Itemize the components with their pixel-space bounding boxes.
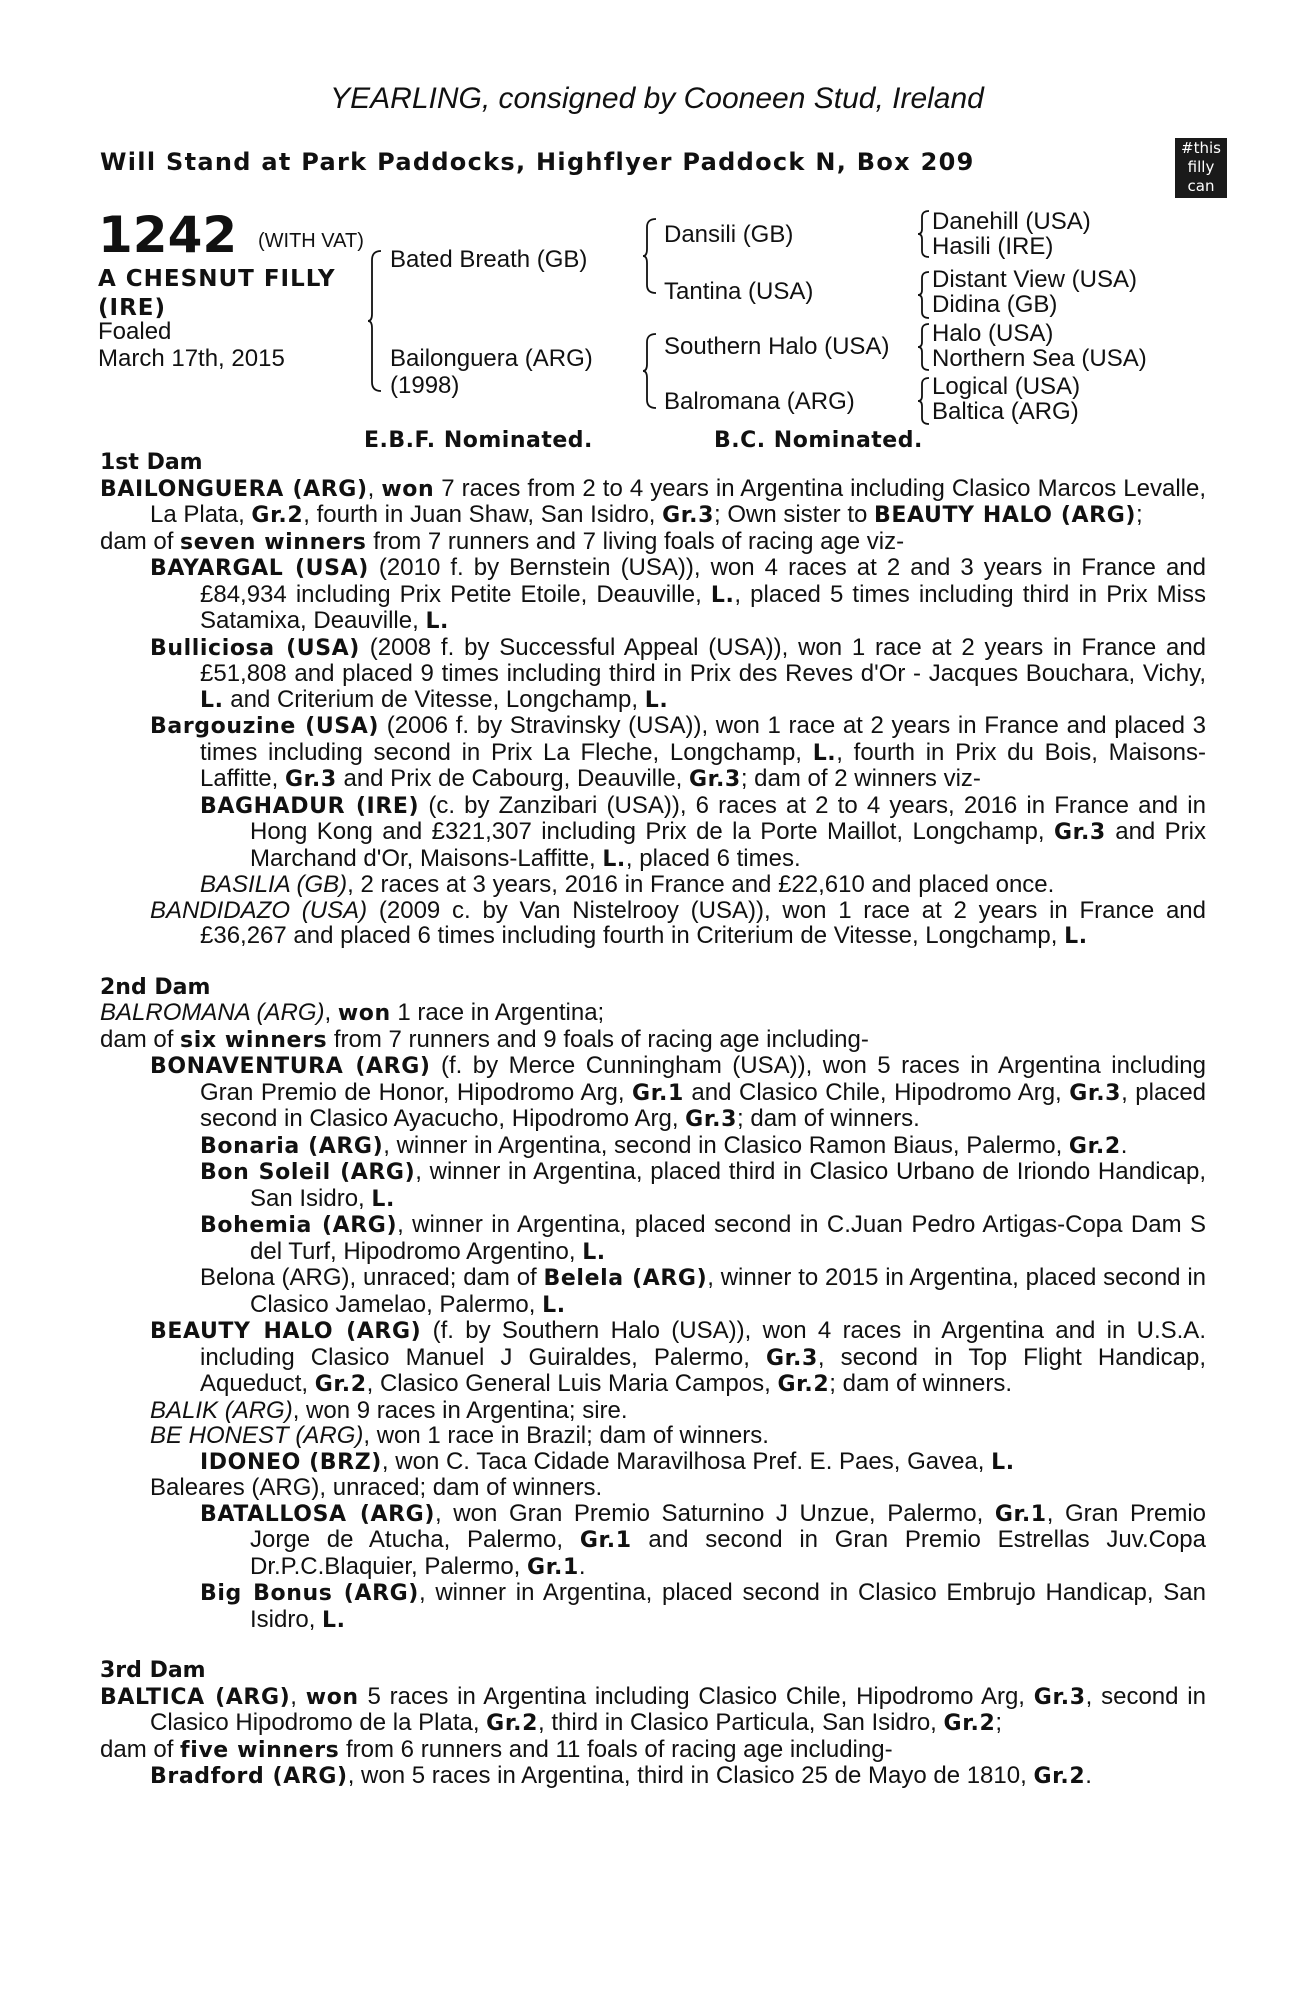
section-heading: 1st Dam — [100, 450, 203, 475]
dam-entry: BALROMANA (ARG), won 1 race in Argentina; — [100, 999, 605, 1026]
lot-description — [98, 265, 336, 323]
this-filly-can-logo — [1175, 138, 1227, 198]
produce-entry: Bradford (ARG), won 5 races in Argentina, third in Clasico 25 de Mayo de 1810, Gr.2. — [150, 1762, 1092, 1789]
dam-entry: BALTICA (ARG), won 5 races in Argentina including Clasico Chile, Hipodromo Arg, Gr.3, second in Clasico Hipodromo de la Plata, Gr.2, third in Clasico Particula, San Isidro, Gr.2; — [100, 1682, 1206, 1736]
produce-entry: Bulliciosa (USA) (2008 f. by Successful Appeal (USA)), won 1 race at 2 years in France and £51,808 and placed 9 times including third in Prix des Reves d'Or - Jacques Bouchara, Vichy, L. and Criterium de Vitesse, Longchamp, L. — [150, 633, 1207, 713]
logo-line: #this — [1181, 139, 1221, 157]
produce-entry: BASILIA (GB), 2 races at 3 years, 2016 in France and £22,610 and placed once. — [200, 871, 1055, 898]
pedigree-sire-sire: Dansili (GB) — [664, 221, 794, 248]
pedigree-bracket-ds — [918, 323, 930, 371]
produce-entry: BAGHADUR (IRE) (c. by Zanzibari (USA)), 6 races at 2 to 4 years, 2016 in France and in Hong Kong and £321,307 including Prix de la Porte Maillot, Longchamp, Gr.3 and Prix Marchand d'Or, Maisons-Laffitte, L., placed 6 times. — [200, 791, 1206, 872]
foaled-info — [98, 318, 285, 372]
section-heading: 3rd Dam — [100, 1658, 206, 1683]
produce-entry: Bonaria (ARG), winner in Argentina, second in Clasico Ramon Biaus, Palermo, Gr.2. — [200, 1131, 1128, 1159]
produce-entry: BONAVENTURA (ARG) (f. by Merce Cunningham (USA)), won 5 races in Argentina including Gran Premio de Honor, Hipodromo Arg, Gr.1 and Clasico Chile, Hipodromo Arg, Gr.3, placed second in Clasico Ayacucho, Hipodromo Arg, Gr.3; dam of winners. — [150, 1052, 1207, 1132]
pedigree-gen3: Distant View (USA) — [932, 266, 1137, 293]
pedigree-bracket-sd — [918, 271, 930, 319]
produce-entry: Belona (ARG), unraced; dam of Belela (ARG), winner to 2015 in Argentina, placed second in Clasico Jamelao, Palermo, L. — [200, 1264, 1207, 1318]
produce-entry: IDONEO (BRZ), won C. Taca Cidade Maravilhosa Pref. E. Paes, Gavea, L. — [200, 1447, 1015, 1475]
produce-summary: dam of five winners from 6 runners and 11 foals of racing age including- — [100, 1735, 893, 1763]
bc-nominated: B.C. Nominated. — [714, 428, 923, 453]
produce-summary: dam of six winners from 7 runners and 9 foals of racing age including- — [100, 1025, 869, 1053]
pedigree-dam-sire: Southern Halo (USA) — [664, 333, 890, 360]
catalogue-body — [100, 450, 1206, 1790]
pedigree-gen3: Danehill (USA) — [932, 208, 1091, 235]
lot-country: (IRE) — [98, 295, 167, 321]
pedigree-gen3: Baltica (ARG) — [932, 398, 1079, 425]
produce-entry: BAYARGAL (USA) (2010 f. by Bernstein (USA)), won 4 races at 2 and 3 years in France and £84,934 including Prix Petite Etoile, Deauville, L., placed 5 times including third in Prix Miss Satamixa, Deauville, L. — [150, 554, 1206, 634]
produce-entry: BE HONEST (ARG), won 1 race in Brazil; dam of winners. — [150, 1422, 769, 1449]
lot-number: 1242 — [98, 206, 238, 264]
ebf-nominated: E.B.F. Nominated. — [364, 428, 593, 453]
pedigree-bracket-dd — [918, 377, 930, 425]
pedigree-bracket-ss — [918, 210, 930, 258]
dam-entry: BAILONGUERA (ARG), won 7 races from 2 to 4 years in Argentina including Clasico Marcos Levalle, La Plata, Gr.2, fourth in Juan Shaw, San Isidro, Gr.3; Own sister to BEAUTY HALO (ARG); — [100, 474, 1206, 528]
page-title: YEARLING, consigned by Cooneen Stud, Ireland — [330, 82, 984, 115]
pedigree-sire-dam: Tantina (USA) — [664, 278, 814, 305]
pedigree-gen3: Halo (USA) — [932, 320, 1054, 347]
pedigree-gen3: Didina (GB) — [932, 291, 1058, 318]
pedigree-sire: Bated Breath (GB) — [390, 246, 588, 273]
produce-entry: Baleares (ARG), unraced; dam of winners. — [150, 1474, 603, 1501]
pedigree-dam-dam: Balromana (ARG) — [664, 388, 855, 415]
produce-entry: Bon Soleil (ARG), winner in Argentina, placed third in Clasico Urbano de Iriondo Handicap, San Isidro, L. — [200, 1158, 1206, 1212]
pedigree-bracket-dam — [643, 333, 657, 409]
pedigree-gen3: Northern Sea (USA) — [932, 345, 1147, 372]
logo-line: can — [1187, 177, 1215, 195]
produce-entry: BALIK (ARG), won 9 races in Argentina; sire. — [150, 1396, 628, 1424]
pedigree-gen3: Logical (USA) — [932, 373, 1081, 400]
produce-entry: Big Bonus (ARG), winner in Argentina, placed second in Clasico Embrujo Handicap, San Isidro, L. — [200, 1579, 1206, 1633]
foaled-date: March 17th, 2015 — [98, 345, 285, 372]
pedigree-bracket-sire — [643, 218, 657, 294]
pedigree-bracket-main — [368, 250, 382, 392]
produce-entry: BEAUTY HALO (ARG) (f. by Southern Halo (USA)), won 4 races in Argentina and in U.S.A. including Clasico Manuel J Guiraldes, Palermo, Gr.3, second in Top Flight Handicap, Aqueduct, Gr.2, Clasico General Luis Maria Campos, Gr.2; dam of winners. — [150, 1317, 1206, 1397]
pedigree-gen3: Hasili (IRE) — [932, 233, 1054, 260]
produce-entry: Bohemia (ARG), winner in Argentina, placed second in C.Juan Pedro Artigas-Copa Dam S del Turf, Hipodromo Argentino, L. — [200, 1211, 1206, 1265]
produce-entry: BANDIDAZO (USA) (2009 c. by Van Nistelrooy (USA)), won 1 race at 2 years in France and £36,267 and placed 6 times including fourth in Criterium de Vitesse, Longchamp, L. — [150, 896, 1206, 949]
produce-entry: BATALLOSA (ARG), won Gran Premio Saturnino J Unzue, Palermo, Gr.1, Gran Premio Jorge de Atucha, Palermo, Gr.1 and second in Gran Premio Estrellas Juv.Copa Dr.P.C.Blaquier, Palermo, Gr.1. — [200, 1499, 1207, 1580]
pedigree-dam: Bailonguera (ARG) — [390, 345, 593, 372]
lot-sex: A CHESNUT FILLY — [98, 266, 336, 292]
stable-location: Will Stand at Park Paddocks, Highflyer Paddock N, Box 209 — [100, 148, 975, 176]
foaled-label: Foaled — [98, 318, 172, 345]
pedigree-dam-year: (1998) — [390, 372, 460, 399]
vat-label: (WITH VAT) — [258, 230, 364, 252]
produce-summary: dam of seven winners from 7 runners and 7 living foals of racing age viz- — [100, 527, 905, 555]
produce-entry: Bargouzine (USA) (2006 f. by Stravinsky (USA)), won 1 race at 2 years in France and placed 3 times including second in Prix La Fleche, Longchamp, L., fourth in Prix du Bois, Maisons-Laffitte, Gr.3 and Prix de Cabourg, Deauville, Gr.3; dam of 2 winners viz- — [150, 712, 1207, 792]
logo-line: filly — [1187, 158, 1215, 176]
section-heading: 2nd Dam — [100, 974, 211, 1000]
